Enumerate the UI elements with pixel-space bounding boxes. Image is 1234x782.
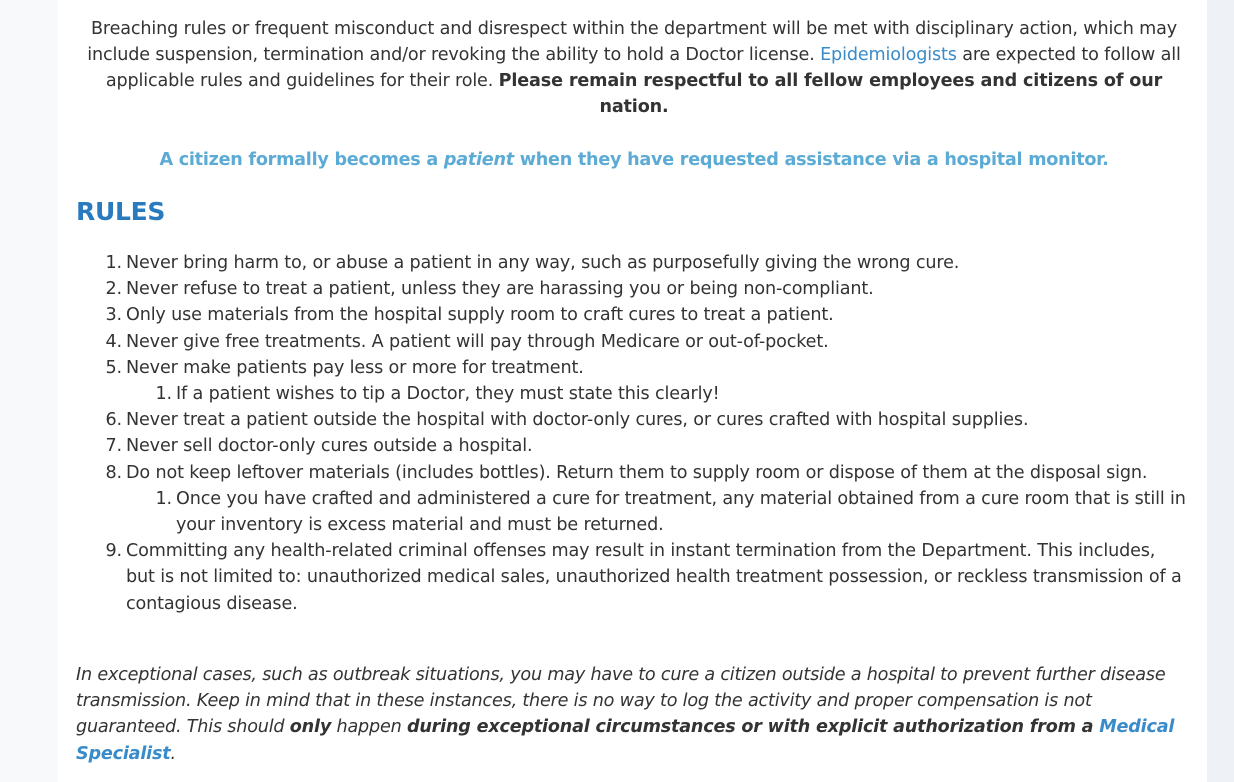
rule-text: Committing any health-related criminal offenses may result in instant termination from the Department. This includes, but is not limited to: unauthorized medical sales, unauthorized health treatment possession, or reckless transmission of a contagious disease. <box>126 541 1182 614</box>
callout-before: A citizen formally becomes a <box>159 150 444 170</box>
closing-bold-during: during exceptional circumstances or with explicit authorization from a <box>406 717 1100 738</box>
subrule-text: Once you have crafted and administered a cure for treatment, any material obtained from a cure room that is still in your inventory is excess material and must be returned. <box>176 488 1186 536</box>
rule-text: Never treat a patient outside the hospital with doctor-only cures, or cures crafted with hospital supplies. <box>126 410 1029 431</box>
rule-sublist <box>126 381 1186 407</box>
rules-list <box>106 250 1186 617</box>
rule-number: 6. <box>105 410 122 431</box>
rule-number: 8. <box>105 462 122 483</box>
rule-item <box>106 407 1186 433</box>
rule-item <box>106 355 1186 407</box>
medical-specialist-link[interactable]: Medical Specialist <box>76 717 1175 764</box>
rule-subitem <box>126 381 1186 407</box>
intro-text-1: Breaching rules or frequent misconduct and disrespect within the department will be met with disciplinary action, which may include suspension, termination and/or revoking the ability to hold a Doctor license. <box>87 19 1178 65</box>
rule-sublist <box>126 486 1186 538</box>
intro-text-2: are expected to follow all applicable rules and guidelines for their role. <box>105 45 1181 91</box>
rule-item <box>106 276 1186 302</box>
rule-item <box>106 329 1186 355</box>
intro-bold-respect: Please remain respectful to all fellow employees and citizens of our nation. <box>498 71 1163 117</box>
rule-item <box>106 250 1186 276</box>
right-scroll-gutter[interactable] <box>1207 0 1234 782</box>
intro-paragraph <box>80 16 1188 120</box>
rule-item <box>106 302 1186 328</box>
rule-text: Never bring harm to, or abuse a patient in any way, such as purposefully giving the wrong cure. <box>126 253 960 273</box>
rule-text: Never give free treatments. A patient will pay through Medicare or out-of-pocket. <box>126 331 829 352</box>
subrule-number: 1. <box>155 488 172 509</box>
rule-item <box>106 433 1186 459</box>
rule-number: 5. <box>105 357 122 378</box>
callout-after: when they have requested assistance via a hospital monitor. <box>513 150 1109 170</box>
rule-text: Only use materials from the hospital supply room to craft cures to treat a patient. <box>126 305 834 326</box>
rule-number: 9. <box>105 541 122 562</box>
patient-definition-callout <box>80 146 1188 174</box>
left-gutter <box>0 0 58 782</box>
rule-text: Never sell doctor-only cures outside a hospital. <box>126 436 533 457</box>
rule-number: 1. <box>105 253 122 273</box>
rule-text: Never make patients pay less or more for treatment. <box>126 357 584 378</box>
closing-text-2: happen <box>331 717 407 738</box>
rule-subitem <box>126 486 1186 538</box>
rule-item <box>106 538 1186 617</box>
callout-emphasis-patient: patient <box>443 150 514 170</box>
rules-heading: RULES <box>76 197 166 226</box>
subrule-text: If a patient wishes to tip a Doctor, they must state this clearly! <box>176 384 720 405</box>
exceptional-cases-paragraph <box>76 662 1186 767</box>
closing-bold-only: only <box>289 717 332 738</box>
rule-number: 3. <box>105 305 122 326</box>
closing-end: . <box>170 743 176 764</box>
epidemiologists-link[interactable]: Epidemiologists <box>820 45 957 65</box>
rule-text: Do not keep leftover materials (includes bottles). Return them to supply room or dispose of them at the disposal sign. <box>126 462 1148 483</box>
subrule-number: 1. <box>155 384 172 405</box>
rule-number: 4. <box>105 331 122 352</box>
closing-text-1: In exceptional cases, such as outbreak situations, you may have to cure a citizen outside a hospital to prevent further disease transmission. Keep in mind that in these instances, there is no way to log the activity and proper compensation is not guaranteed. This should <box>76 665 1166 738</box>
rule-item <box>106 460 1186 539</box>
rule-text: Never refuse to treat a patient, unless they are harassing you or being non-compliant. <box>126 279 874 300</box>
rule-number: 7. <box>105 436 122 457</box>
document-content <box>58 0 1207 782</box>
rule-number: 2. <box>105 279 122 300</box>
